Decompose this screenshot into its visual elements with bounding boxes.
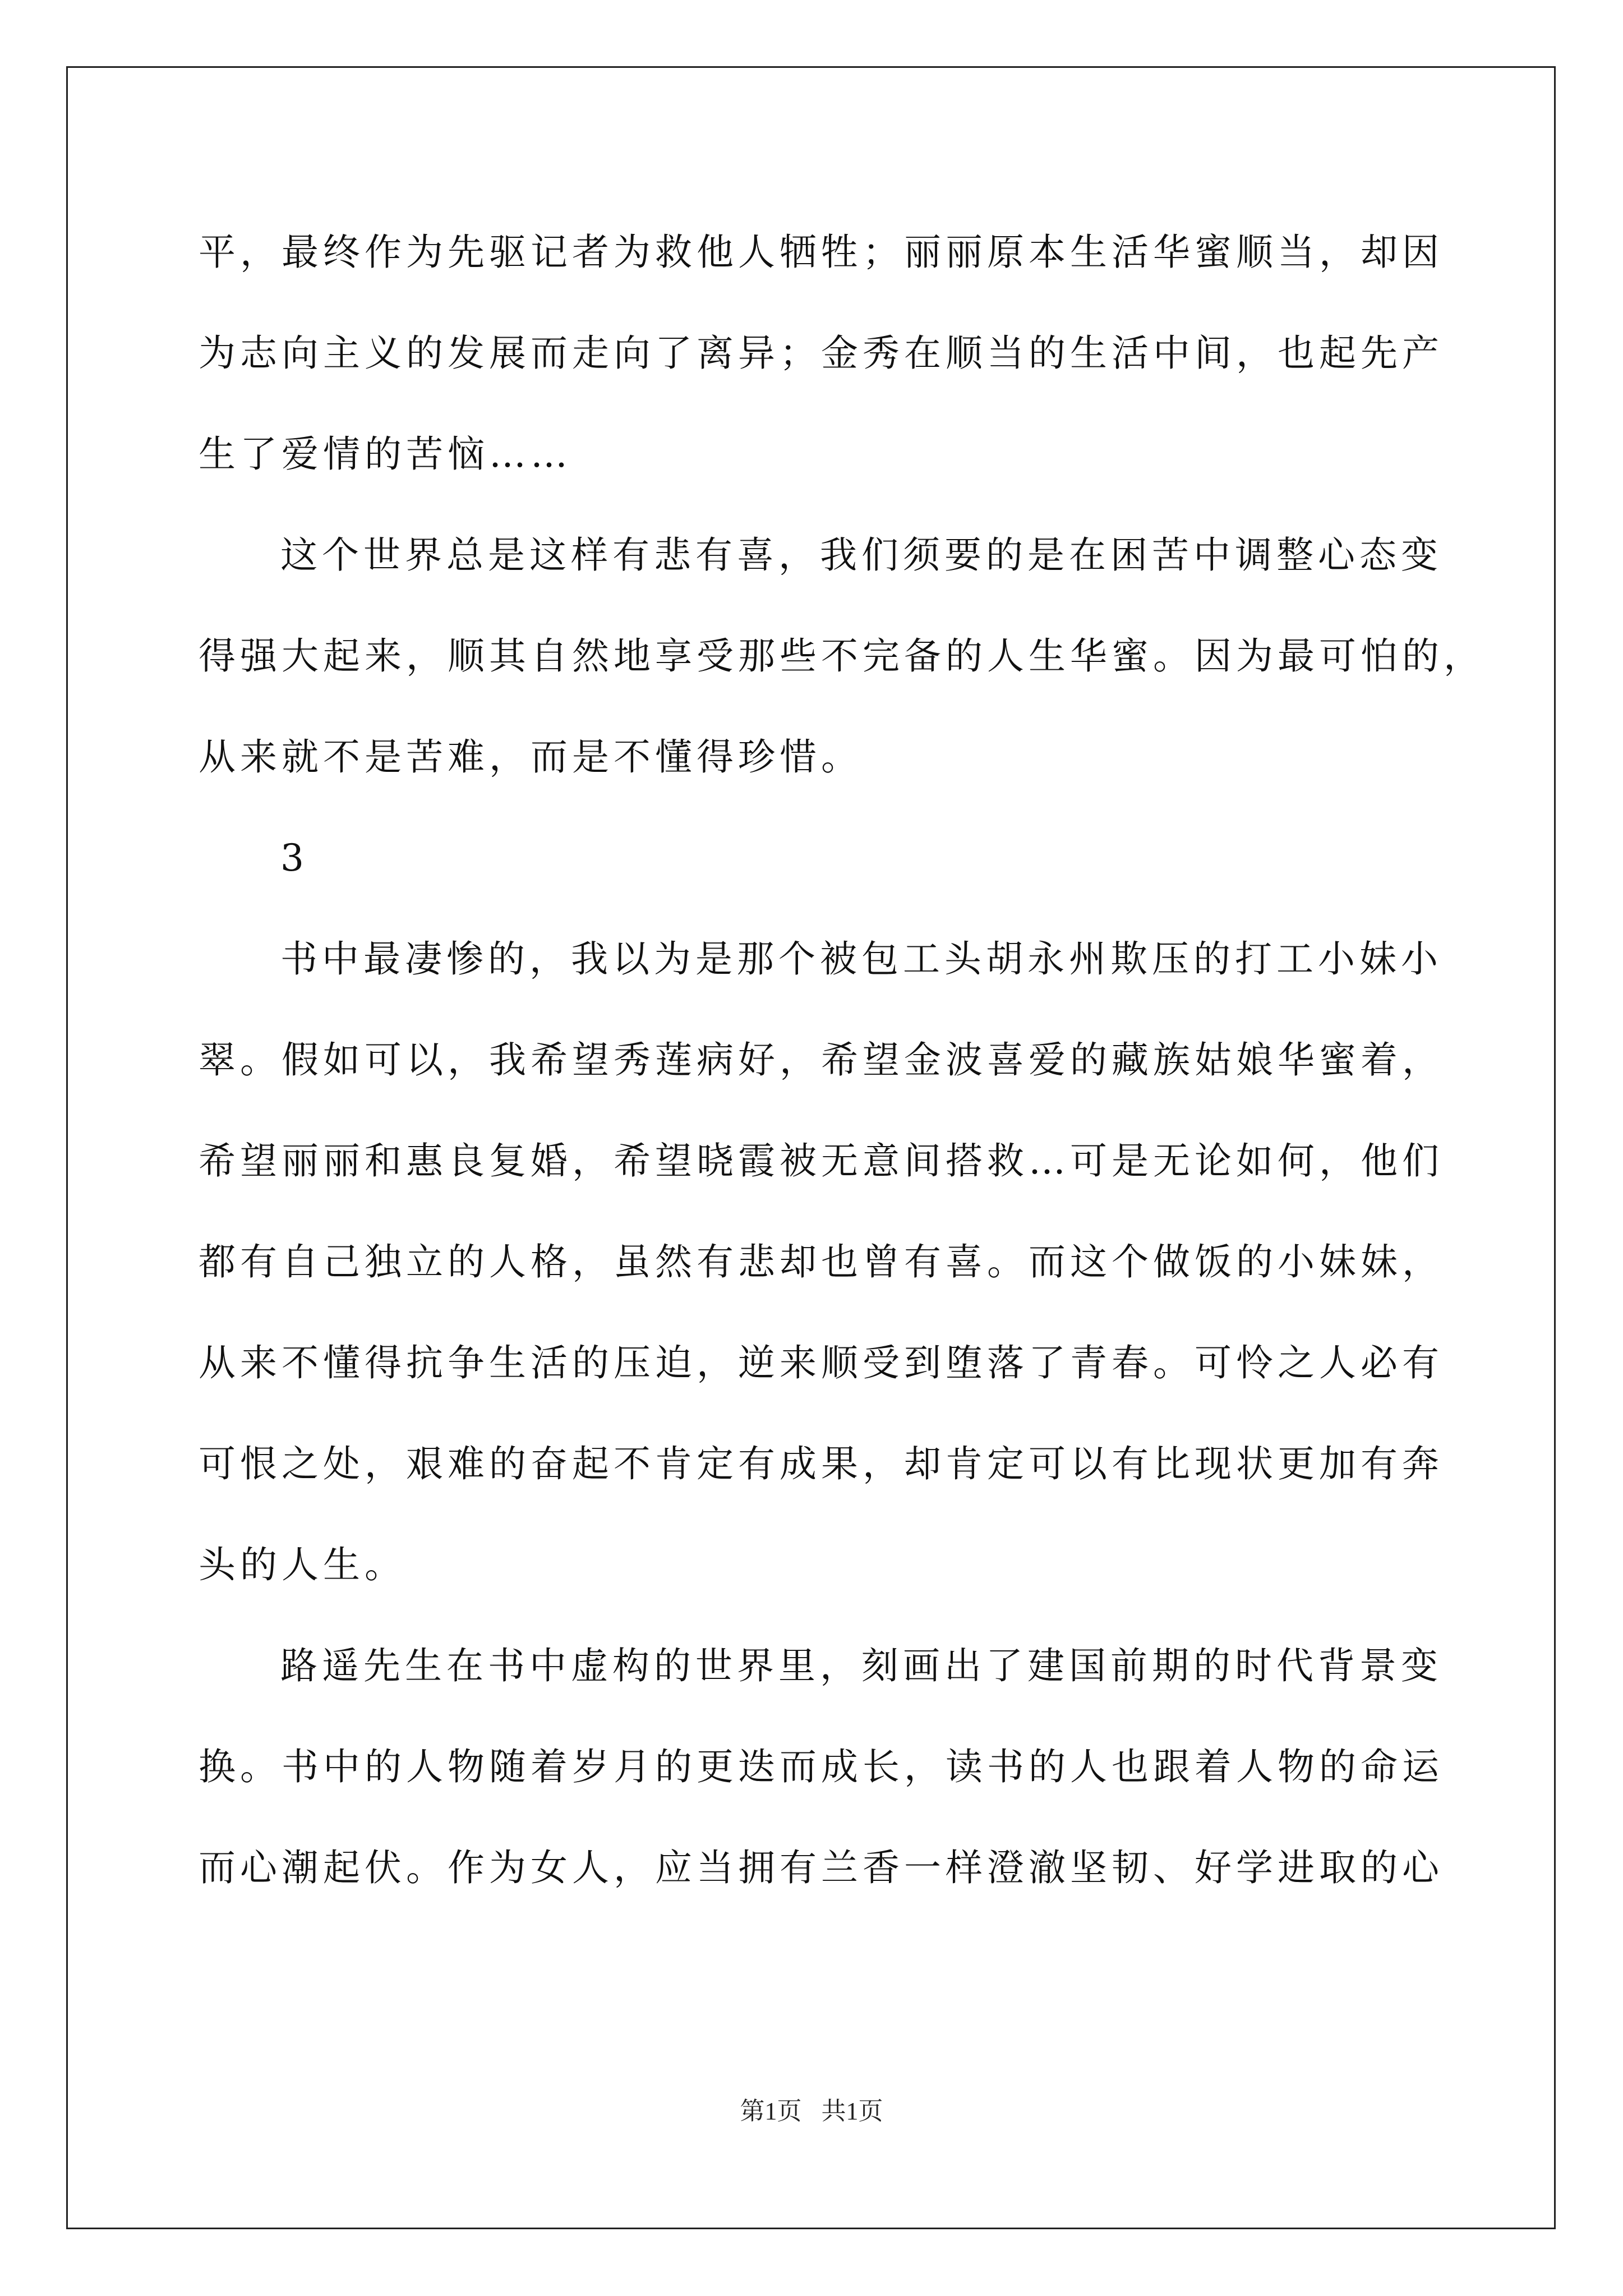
paragraph-start-line: 路遥先生在书中虚构的世界里，刻画出了建国前期的时代背景变 xyxy=(280,1644,1442,1687)
paragraph-start-line: 这个世界总是这样有悲有喜，我们须要的是在困苦中调整心态变 xyxy=(280,533,1442,577)
text-line: 希望丽丽和惠良复婚，希望晓霞被无意间搭救…可是无论如何，他们 xyxy=(199,1139,1444,1182)
text-line: 得强大起来，顺其自然地享受那些不完备的人生华蜜。因为最可怕的， xyxy=(199,634,1485,678)
text-line: 可恨之处，艰难的奋起不肯定有成果，却肯定可以有比现状更加有奔 xyxy=(199,1442,1444,1485)
text-line: 从来不懂得抗争生活的压迫，逆来顺受到堕落了青春。可怜之人必有 xyxy=(199,1341,1444,1384)
paragraph-start-line: 书中最凄惨的，我以为是那个被包工头胡永州欺压的打工小妹小 xyxy=(280,937,1442,981)
text-line: 生了爱情的苦恼…… xyxy=(199,432,572,476)
section-number: 3 xyxy=(280,836,308,880)
page-number: 第1页 xyxy=(740,2097,802,2125)
page-total: 共1页 xyxy=(821,2097,883,2125)
text-line: 都有自己独立的人格，虽然有悲却也曾有喜。而这个做饭的小妹妹， xyxy=(199,1240,1444,1283)
text-line: 平，最终作为先驱记者为救他人牺牲；丽丽原本生活华蜜顺当，却因 xyxy=(199,231,1444,274)
text-line: 为志向主义的发展而走向了离异；金秀在顺当的生活中间，也起先产 xyxy=(199,332,1444,375)
text-line: 翠。假如可以，我希望秀莲病好，希望金波喜爱的藏族姑娘华蜜着， xyxy=(199,1038,1444,1082)
text-line: 换。书中的人物随着岁月的更迭而成长，读书的人也跟着人物的命运 xyxy=(199,1745,1444,1788)
text-line: 从来就不是苦难，而是不懂得珍惜。 xyxy=(199,735,863,779)
text-line: 而心潮起伏。作为女人，应当拥有兰香一样澄澈坚韧、好学进取的心 xyxy=(199,1846,1444,1889)
text-line: 头的人生。 xyxy=(199,1543,406,1586)
page-footer xyxy=(0,2096,1623,2127)
